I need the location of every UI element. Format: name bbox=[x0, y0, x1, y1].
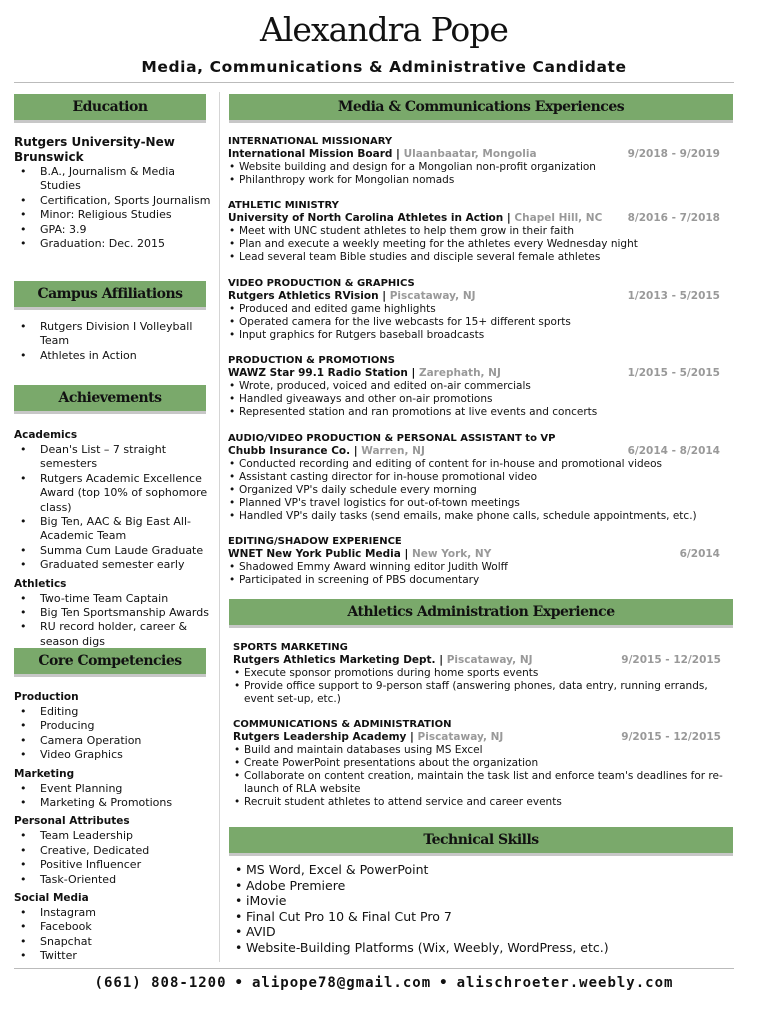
contact-footer bbox=[0, 975, 768, 991]
education-list bbox=[14, 165, 214, 251]
list-item: • Minor: Religious Studies bbox=[14, 208, 214, 222]
job-bullets bbox=[228, 225, 736, 264]
marketing-list bbox=[14, 782, 214, 811]
list-item: • Marketing & Promotions bbox=[14, 796, 214, 810]
job-org: International Mission Board bbox=[228, 148, 393, 160]
list-item: • Video Graphics bbox=[14, 748, 214, 762]
social-media-list bbox=[14, 906, 214, 964]
job-bullets bbox=[228, 561, 736, 587]
footer-divider bbox=[14, 968, 734, 969]
achievements-heading: Achievements bbox=[14, 385, 206, 414]
list-item: • Dean's List – 7 straight semesters bbox=[14, 443, 214, 472]
column-divider bbox=[219, 92, 220, 962]
list-item: • Website building and design for a Mongolian non-profit organization bbox=[228, 161, 736, 174]
header-divider bbox=[14, 82, 734, 83]
list-item: • RU record holder, career & season digs bbox=[14, 620, 214, 649]
job-bullets bbox=[228, 303, 736, 342]
list-item: • Organized VP's daily schedule every morning bbox=[228, 484, 736, 497]
list-item: • Big Ten Sportsmanship Awards bbox=[14, 606, 214, 620]
list-item: • Execute sponsor promotions during home sports events bbox=[233, 667, 737, 680]
job-title: EDITING/SHADOW EXPERIENCE bbox=[228, 536, 402, 547]
list-item: • Plan and execute a weekly meeting for the athletes every Wednesday night bbox=[228, 238, 736, 251]
list-item: • Camera Operation bbox=[14, 734, 214, 748]
list-item: • Final Cut Pro 10 & Final Cut Pro 7 bbox=[233, 909, 733, 925]
experience-entry bbox=[228, 277, 736, 342]
job-location: Chapel Hill, NC bbox=[514, 212, 603, 224]
list-item: • Lead several team Bible studies and disciple several female athletes bbox=[228, 251, 736, 264]
athletics-label: Athletics bbox=[14, 577, 67, 590]
core-competencies-section bbox=[14, 686, 214, 964]
athletics-experience-heading: Athletics Administration Experience bbox=[229, 599, 733, 628]
job-org-line: WNET New York Public Media | New York, NY 6/2014 bbox=[228, 548, 720, 560]
job-date: 9/2015 - 12/2015 bbox=[621, 731, 721, 743]
list-item: • Event Planning bbox=[14, 782, 214, 796]
list-item: • Website-Building Platforms (Wix, Weebly, WordPress, etc.) bbox=[233, 940, 733, 956]
list-item: • Twitter bbox=[14, 949, 214, 963]
list-item: • Rutgers Division I Volleyball Team bbox=[14, 320, 214, 349]
list-item: • Represented station and ran promotions at live events and concerts bbox=[228, 406, 736, 419]
job-title: VIDEO PRODUCTION & GRAPHICS bbox=[228, 278, 415, 289]
job-bullets bbox=[228, 161, 736, 187]
list-item: • Graduated semester early bbox=[14, 558, 214, 572]
job-org-line: Rutgers Athletics Marketing Dept. | Piscataway, NJ 9/2015 - 12/2015 bbox=[233, 654, 721, 666]
job-org: WNET New York Public Media bbox=[228, 548, 401, 560]
list-item: • Wrote, produced, voiced and edited on-air commercials bbox=[228, 380, 736, 393]
marketing-label: Marketing bbox=[14, 767, 75, 780]
list-item: • MS Word, Excel & PowerPoint bbox=[233, 862, 733, 878]
job-bullets bbox=[233, 667, 737, 706]
list-item: • Recruit student athletes to attend service and career events bbox=[233, 796, 737, 809]
job-location: Ulaanbaatar, Mongolia bbox=[403, 148, 537, 160]
list-item: • Team Leadership bbox=[14, 829, 214, 843]
social-media-label: Social Media bbox=[14, 892, 89, 905]
production-list bbox=[14, 705, 214, 763]
list-item: • Participated in screening of PBS documentary bbox=[228, 574, 736, 587]
list-item: • B.A., Journalism & Media Studies bbox=[14, 165, 214, 194]
job-org-line: Rutgers Leadership Academy | Piscataway, NJ 9/2015 - 12/2015 bbox=[233, 731, 721, 743]
list-item: • AVID bbox=[233, 924, 733, 940]
achievements-section bbox=[14, 424, 214, 649]
list-item: • Producing bbox=[14, 719, 214, 733]
list-item: • GPA: 3.9 bbox=[14, 223, 214, 237]
experience-entry bbox=[228, 354, 736, 419]
job-org-line: Rutgers Athletics RVision | Piscataway, NJ 1/2013 - 5/2015 bbox=[228, 290, 720, 302]
job-date: 1/2013 - 5/2015 bbox=[627, 290, 720, 302]
list-item: • Provide office support to 9-person staff (answering phones, data entry, running errands, event set-up, etc.) bbox=[233, 680, 737, 706]
list-item: • Big Ten, AAC & Big East All-Academic Team bbox=[14, 515, 214, 544]
job-location: Warren, NJ bbox=[361, 445, 425, 457]
education-heading: Education bbox=[14, 94, 206, 123]
list-item: • Philanthropy work for Mongolian nomads bbox=[228, 174, 736, 187]
job-bullets bbox=[233, 744, 737, 809]
separator-dot: • bbox=[439, 975, 449, 991]
separator-dot: • bbox=[234, 975, 244, 991]
experience-entry bbox=[228, 432, 736, 523]
production-label: Production bbox=[14, 691, 79, 703]
job-bullets bbox=[228, 458, 736, 523]
athletics-list bbox=[14, 592, 214, 650]
list-item: • Positive Influencer bbox=[14, 858, 214, 872]
list-item: • Summa Cum Laude Graduate bbox=[14, 544, 214, 558]
list-item: • Input graphics for Rutgers baseball broadcasts bbox=[228, 329, 736, 342]
phone-number: (661) 808-1200 bbox=[94, 975, 227, 991]
list-item: • Graduation: Dec. 2015 bbox=[14, 237, 214, 251]
job-org: Rutgers Athletics Marketing Dept. bbox=[233, 654, 436, 666]
list-item: • Meet with UNC student athletes to help them grow in their faith bbox=[228, 225, 736, 238]
experience-entry bbox=[228, 535, 736, 587]
list-item: • Two-time Team Captain bbox=[14, 592, 214, 606]
academics-list bbox=[14, 443, 214, 573]
job-location: New York, NY bbox=[412, 548, 492, 560]
list-item: • Build and maintain databases using MS Excel bbox=[233, 744, 737, 757]
list-item: • Adobe Premiere bbox=[233, 878, 733, 894]
job-title: COMMUNICATIONS & ADMINISTRATION bbox=[233, 719, 452, 730]
job-title: PRODUCTION & PROMOTIONS bbox=[228, 355, 395, 366]
job-location: Zarephath, NJ bbox=[418, 367, 501, 379]
job-title: AUDIO/VIDEO PRODUCTION & PERSONAL ASSISTANT to VP bbox=[228, 433, 556, 444]
list-item: • Certification, Sports Journalism bbox=[14, 194, 214, 208]
campus-affiliations-section bbox=[14, 320, 214, 363]
list-item: • iMovie bbox=[233, 893, 733, 909]
job-org-line: International Mission Board | Ulaanbaatar, Mongolia 9/2018 - 9/2019 bbox=[228, 148, 720, 160]
job-date: 6/2014 - 8/2014 bbox=[627, 445, 720, 457]
personal-attributes-list bbox=[14, 829, 214, 887]
list-item: • Handled VP's daily tasks (send emails, make phone calls, schedule appointments, etc.) bbox=[228, 510, 736, 523]
list-item: • Athletes in Action bbox=[14, 349, 214, 363]
job-date: 8/2016 - 7/2018 bbox=[627, 212, 720, 224]
list-item: • Collaborate on content creation, maintain the task list and enforce team's deadlines for re-launch of RLA website bbox=[233, 770, 737, 796]
job-date: 9/2015 - 12/2015 bbox=[621, 654, 721, 666]
job-org: University of North Carolina Athletes in Action bbox=[228, 212, 504, 224]
school-name: Rutgers University-New Brunswick bbox=[14, 135, 175, 164]
job-org-line: University of North Carolina Athletes in Action | Chapel Hill, NC 8/2016 - 7/2018 bbox=[228, 212, 720, 224]
media-experience-heading: Media & Communications Experiences bbox=[229, 94, 733, 123]
job-location: Piscataway, NJ bbox=[446, 654, 533, 666]
job-org-line: WAWZ Star 99.1 Radio Station | Zarephath, NJ 1/2015 - 5/2015 bbox=[228, 367, 720, 379]
list-item: • Handled giveaways and other on-air promotions bbox=[228, 393, 736, 406]
candidate-name: Alexandra Pope bbox=[260, 10, 508, 49]
list-item: • Editing bbox=[14, 705, 214, 719]
job-date: 1/2015 - 5/2015 bbox=[627, 367, 720, 379]
candidate-subtitle: Media, Communications & Administrative Candidate bbox=[141, 58, 627, 76]
list-item: • Planned VP's travel logistics for out-of-town meetings bbox=[228, 497, 736, 510]
list-item: • Facebook bbox=[14, 920, 214, 934]
job-bullets bbox=[228, 380, 736, 419]
list-item: • Operated camera for the live webcasts for 15+ different sports bbox=[228, 316, 736, 329]
job-org: WAWZ Star 99.1 Radio Station bbox=[228, 367, 408, 379]
personal-attributes-label: Personal Attributes bbox=[14, 815, 130, 828]
job-org: Chubb Insurance Co. bbox=[228, 445, 351, 457]
academics-label: Academics bbox=[14, 429, 78, 441]
list-item: • Create PowerPoint presentations about the organization bbox=[233, 757, 737, 770]
website-link[interactable]: alischroeter.weebly.com bbox=[456, 975, 674, 991]
job-title: INTERNATIONAL MISSIONARY bbox=[228, 136, 393, 147]
list-item: • Shadowed Emmy Award winning editor Judith Wolff bbox=[228, 561, 736, 574]
experience-entry bbox=[233, 718, 737, 809]
job-org: Rutgers Athletics RVision bbox=[228, 290, 379, 302]
job-date: 9/2018 - 9/2019 bbox=[627, 148, 720, 160]
technical-skills-heading: Technical Skills bbox=[229, 827, 733, 856]
list-item: • Rutgers Academic Excellence Award (top 10% of sophomore class) bbox=[14, 472, 214, 515]
experience-entry bbox=[228, 199, 736, 264]
campus-affiliations-heading: Campus Affiliations bbox=[14, 281, 206, 310]
list-item: • Task-Oriented bbox=[14, 873, 214, 887]
list-item: • Conducted recording and editing of content for in-house and promotional videos bbox=[228, 458, 736, 471]
job-title: SPORTS MARKETING bbox=[233, 642, 348, 653]
job-date: 6/2014 bbox=[679, 548, 720, 560]
core-competencies-heading: Core Competencies bbox=[14, 648, 206, 677]
email-link[interactable]: alipope78@gmail.com bbox=[251, 975, 432, 991]
list-item: • Instagram bbox=[14, 906, 214, 920]
education-section bbox=[14, 133, 214, 251]
job-title: ATHLETIC MINISTRY bbox=[228, 200, 339, 211]
list-item: • Assistant casting director for in-house promotional video bbox=[228, 471, 736, 484]
job-location: Piscataway, NJ bbox=[417, 731, 504, 743]
job-org: Rutgers Leadership Academy bbox=[233, 731, 407, 743]
list-item: • Snapchat bbox=[14, 935, 214, 949]
list-item: • Produced and edited game highlights bbox=[228, 303, 736, 316]
list-item: • Creative, Dedicated bbox=[14, 844, 214, 858]
job-location: Piscataway, NJ bbox=[389, 290, 476, 302]
experience-entry bbox=[228, 135, 736, 187]
technical-skills-list bbox=[233, 862, 733, 955]
experience-entry bbox=[233, 641, 737, 706]
job-org-line: Chubb Insurance Co. | Warren, NJ 6/2014 - 8/2014 bbox=[228, 445, 720, 457]
campus-list bbox=[14, 320, 214, 363]
